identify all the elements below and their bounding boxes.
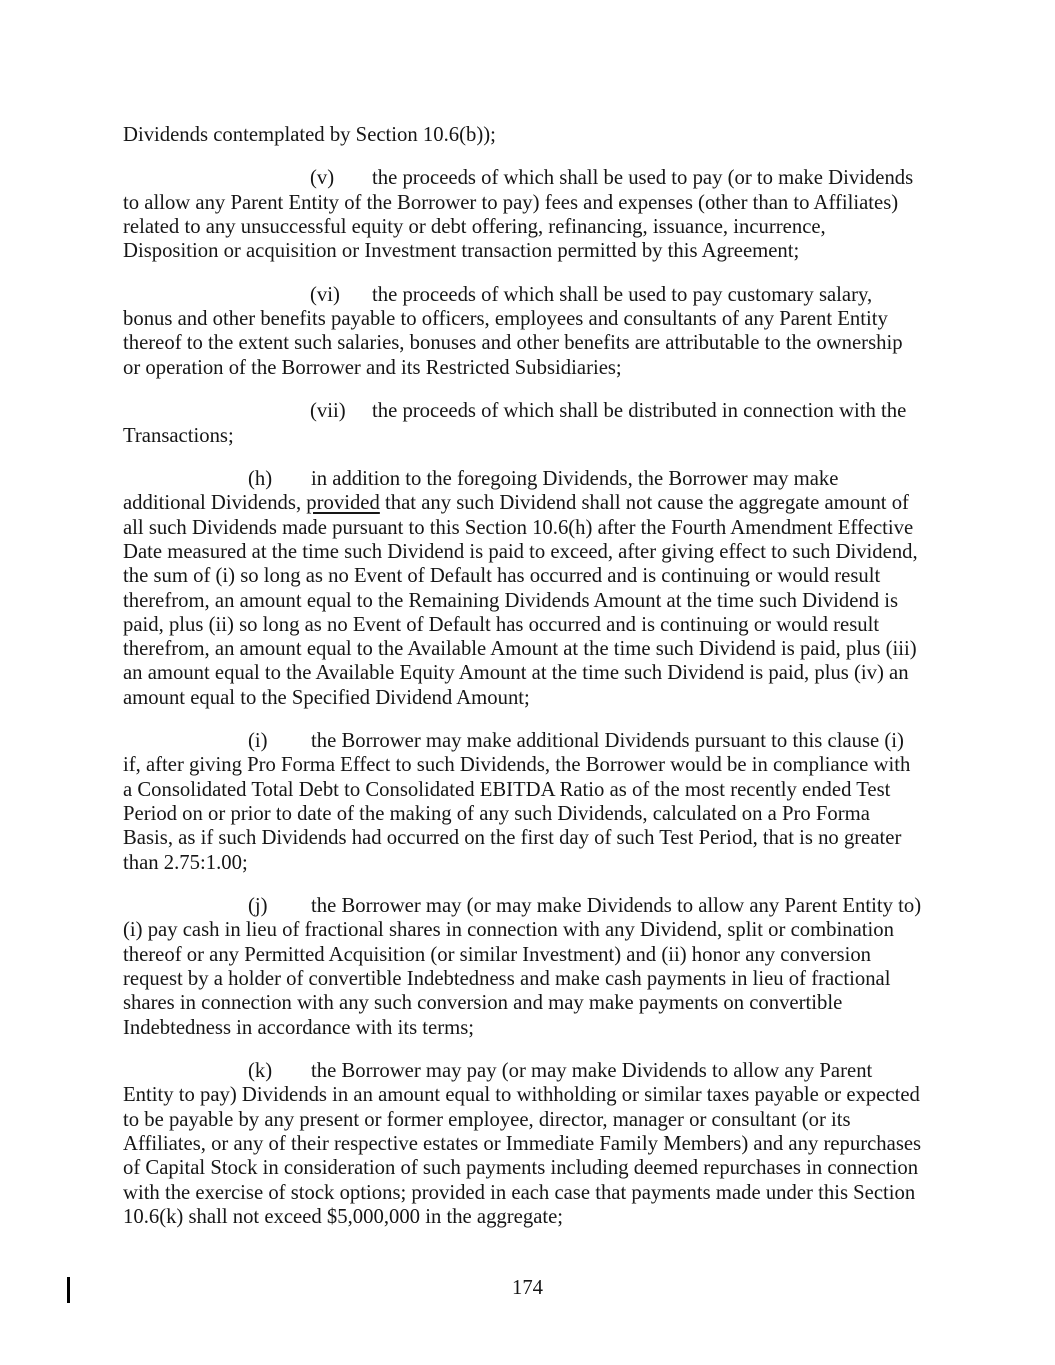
paragraph-text: the Borrower may make additional Dividends pursuant to this clause (i) if, after giving Pro Forma Effect to such Dividends, the Borrower would be in compliance with a Consolidated Total Debt to Consolidated EBITDA Ratio as of the most recently ended Test Period on or prior to date of the making of any such Dividends, calculated on a Pro Forma Basis, as if such Dividends had occurred on the first day of such Test Period, that is no greater than 2.75:1.00; bbox=[123, 730, 911, 874]
clause-i-paragraph bbox=[123, 729, 923, 875]
document-body bbox=[123, 123, 923, 1248]
underlined-term: provided bbox=[306, 492, 380, 515]
clause-j-label: (j) bbox=[248, 895, 268, 918]
clause-vii-paragraph bbox=[123, 399, 923, 448]
clause-j-paragraph bbox=[123, 894, 923, 1040]
clause-vi-label: (vi) bbox=[310, 283, 340, 306]
paragraph-text: the proceeds of which shall be used to pay (or to make Dividends to allow any Parent Entity of the Borrower to pay) fees and expenses (other than to Affiliates) related to any unsuccessful equity or debt offering, refinancing, issuance, incurrence, Disposition or acquisition or Investment transaction permitted by this Agreement; bbox=[123, 167, 914, 263]
paragraph-text: Dividends contemplated by Section 10.6(b)); bbox=[123, 124, 496, 146]
paragraph-text: the Borrower may (or may make Dividends to allow any Parent Entity to) (i) pay cash in lieu of fractional shares in connection with any Dividend, split or combination thereof or any Permitted Acquisition (or similar Investment) and (ii) honor any conversion request by a holder of convertible Indebtedness and make cash payments in lieu of fractional shares in connection with any such conversion and may make payments on convertible Indebtedness in accordance with its terms; bbox=[123, 895, 922, 1039]
paragraph-text: that any such Dividend shall not cause the aggregate amount of all such Dividends made pursuant to this Section 10.6(h) after the Fourth Amendment Effective Date measured at the time such Dividend is paid to exceed, after giving effect to such Dividend, the sum of (i) so long as no Event of Default has occurred and is continuing or would result therefrom, an amount equal to the Remaining Dividends Amount at the time such Dividend is paid, plus (ii) so long as no Event of Default has occurred and is continuing or would result therefrom, an amount equal to the Available Amount at the time such Dividend is paid, plus (iii) an amount equal to the Available Equity Amount at the time such Dividend is paid, plus (iv) an amount equal to the Specified Dividend Amount; bbox=[123, 492, 918, 709]
clause-v-label: (v) bbox=[310, 167, 335, 190]
clause-h-label: (h) bbox=[248, 468, 273, 491]
page-number: 174 bbox=[511, 1277, 544, 1299]
clause-k-label: (k) bbox=[248, 1060, 273, 1083]
continuation-paragraph bbox=[123, 123, 923, 147]
clause-i-label: (i) bbox=[248, 730, 268, 753]
clause-h-paragraph bbox=[123, 467, 923, 710]
clause-vii-label: (vii) bbox=[310, 400, 346, 423]
paragraph-text: the proceeds of which shall be used to pay customary salary, bonus and other benefits payable to officers, employees and consultants of any Parent Entity thereof to the extent such salaries, bonuses and other benefits are attributable to the ownership or operation of the Borrower and its Restricted Subsidiaries; bbox=[123, 283, 903, 379]
paragraph-text: in addition to the foregoing Dividends, the Borrower may make additional Dividends, bbox=[123, 468, 839, 515]
clause-v-paragraph bbox=[123, 166, 923, 263]
clause-vi-paragraph bbox=[123, 283, 923, 380]
paragraph-text: the proceeds of which shall be distributed in connection with the Transactions; bbox=[123, 400, 907, 447]
clause-k-paragraph bbox=[123, 1059, 923, 1229]
paragraph-text: the Borrower may pay (or may make Dividends to allow any Parent Entity to pay) Dividends in an amount equal to withholding or similar taxes payable or expected to be payable by any present or former employee, director, manager or consultant (or its Affiliates, or any of their respective estates or Immediate Family Members) and any repurchases of Capital Stock in consideration of such payments including deemed repurchases in connection with the exercise of stock options; provided in each case that payments made under this Section 10.6(k) shall not exceed $5,000,000 in the aggregate; bbox=[123, 1060, 922, 1228]
